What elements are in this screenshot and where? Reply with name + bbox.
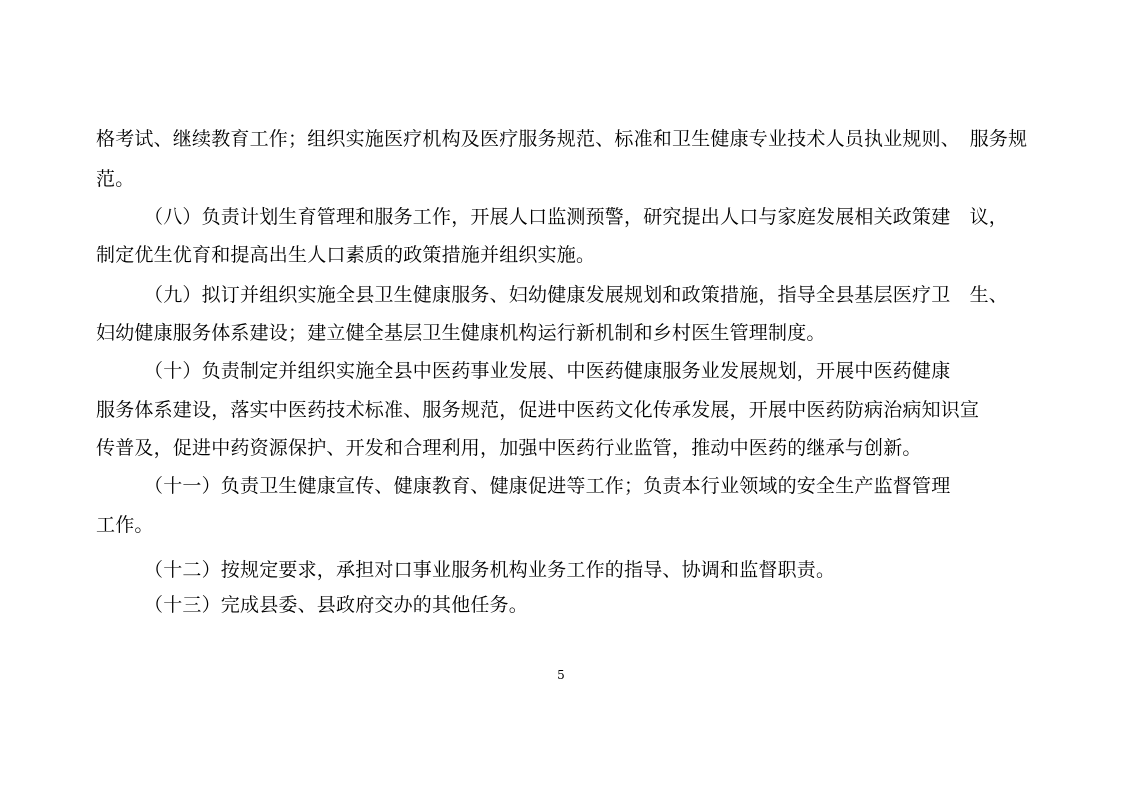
text-line: （十三）完成县委、县政府交办的其他任务。 [144,594,529,616]
text-line: 传普及，促进中药资源保护、开发和合理利用，加强中医药行业监管，推动中医药的继承与创新。 [96,437,922,459]
text-line: 服务体系建设，落实中医药技术标准、服务规范，促进中医药文化传承发展，开展中医药防病治病知识宣 [96,399,980,421]
text-line: 工作。 [96,514,154,536]
text-line: 格考试、继续教育工作；组织实施医疗机构及医疗服务规范、标准和卫生健康专业技术人员执业规则、 服务规 [96,128,1028,150]
text-line: （十）负责制定并组织实施全县中医药事业发展、中医药健康服务业发展规划，开展中医药健康 [144,360,951,382]
page-number: 5 [557,668,565,682]
text-line: 制定优生优育和提高出生人口素质的政策措施并组织实施。 [96,244,596,266]
text-line: （九）拟订并组织实施全县卫生健康服务、妇幼健康发展规划和政策措施，指导全县基层医疗卫 生、 [144,284,1009,306]
text-line: 范。 [96,168,135,190]
text-line: （八）负责计划生育管理和服务工作，开展人口监测预警，研究提出人口与家庭发展相关政策建 议， [144,206,1009,228]
text-line: （十一）负责卫生健康宣传、健康教育、健康促进等工作；负责本行业领域的安全生产监督管理 [144,475,951,497]
text-line: （十二）按规定要求，承担对口事业服务机构业务工作的指导、协调和监督职责。 [144,559,836,581]
text-line: 妇幼健康服务体系建设；建立健全基层卫生健康机构运行新机制和乡村医生管理制度。 [96,322,826,344]
